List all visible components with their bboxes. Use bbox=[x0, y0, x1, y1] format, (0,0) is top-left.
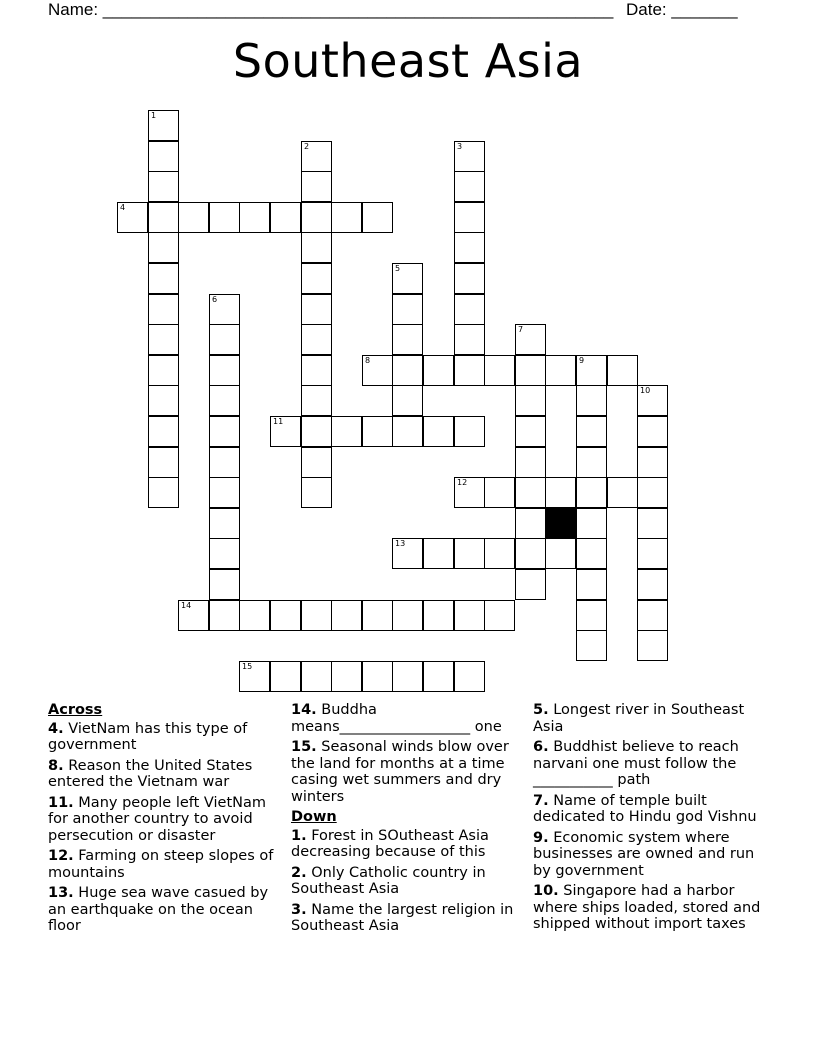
grid-cell[interactable] bbox=[331, 202, 362, 233]
grid-cell[interactable] bbox=[239, 202, 270, 233]
grid-cell[interactable] bbox=[454, 416, 485, 447]
grid-cell[interactable] bbox=[576, 477, 607, 508]
grid-cell[interactable] bbox=[209, 477, 240, 508]
grid-cell[interactable] bbox=[239, 661, 270, 692]
grid-cell[interactable] bbox=[392, 294, 423, 325]
clue-number: 7. bbox=[533, 792, 549, 809]
clue-down-7 bbox=[533, 793, 769, 826]
grid-cell[interactable] bbox=[392, 385, 423, 416]
grid-cell[interactable] bbox=[576, 508, 607, 539]
grid-cell[interactable] bbox=[392, 538, 423, 569]
grid-cell[interactable] bbox=[576, 416, 607, 447]
grid-cell[interactable] bbox=[148, 141, 179, 172]
cell-number: 2 bbox=[304, 142, 310, 151]
grid-cell[interactable] bbox=[392, 263, 423, 294]
grid-cell[interactable] bbox=[362, 600, 393, 631]
clue-number: 4. bbox=[48, 720, 64, 737]
grid-cell[interactable] bbox=[270, 600, 301, 631]
grid-cell[interactable] bbox=[515, 477, 546, 508]
grid-cell[interactable] bbox=[607, 355, 638, 386]
clue-text: Name the largest religion in Southeast Asia bbox=[291, 901, 514, 934]
clue-across-14 bbox=[291, 702, 523, 735]
grid-cell[interactable] bbox=[576, 538, 607, 569]
grid-cell[interactable] bbox=[484, 477, 515, 508]
clue-text: Name of temple built dedicated to Hindu god Vishnu bbox=[533, 792, 757, 825]
grid-cell[interactable] bbox=[637, 569, 668, 600]
grid-cell[interactable] bbox=[301, 263, 332, 294]
clue-down-10 bbox=[533, 883, 769, 933]
grid-cell[interactable] bbox=[148, 355, 179, 386]
clue-text: Buddha means__________________ one bbox=[291, 702, 502, 735]
grid-cell[interactable] bbox=[178, 202, 209, 233]
clue-number: 13. bbox=[48, 885, 74, 901]
grid-cell[interactable] bbox=[454, 141, 485, 172]
cell-number: 6 bbox=[212, 295, 218, 304]
grid-cell[interactable] bbox=[637, 447, 668, 478]
grid-cell[interactable] bbox=[209, 324, 240, 355]
grid-cell[interactable] bbox=[392, 661, 423, 692]
grid-cell[interactable] bbox=[148, 171, 179, 202]
cell-number: 4 bbox=[120, 203, 126, 212]
clue-across-11 bbox=[48, 795, 280, 845]
clue-across-15 bbox=[291, 739, 523, 805]
clue-down-2 bbox=[291, 865, 523, 898]
clue-across-12 bbox=[48, 848, 280, 881]
clue-number: 5. bbox=[533, 702, 549, 718]
grid-cell[interactable] bbox=[270, 661, 301, 692]
clue-number: 14. bbox=[291, 702, 317, 718]
grid-cell[interactable] bbox=[515, 569, 546, 600]
clue-down-9 bbox=[533, 830, 769, 880]
clue-text: Only Catholic country in Southeast Asia bbox=[291, 864, 486, 897]
clue-number: 9. bbox=[533, 829, 549, 846]
grid-cell[interactable] bbox=[576, 600, 607, 631]
clue-text: Farming on steep slopes of mountains bbox=[48, 848, 274, 881]
cell-number: 7 bbox=[518, 325, 524, 334]
grid-cell[interactable] bbox=[454, 661, 485, 692]
grid-cell[interactable] bbox=[270, 202, 301, 233]
grid-cell[interactable] bbox=[148, 324, 179, 355]
grid-cell[interactable] bbox=[637, 385, 668, 416]
grid-cell[interactable] bbox=[454, 171, 485, 202]
clue-number: 1. bbox=[291, 827, 307, 844]
grid-cell[interactable] bbox=[362, 355, 393, 386]
cell-number: 1 bbox=[151, 111, 157, 120]
grid-cell[interactable] bbox=[454, 263, 485, 294]
grid-cell[interactable] bbox=[362, 661, 393, 692]
cell-number: 3 bbox=[457, 142, 463, 151]
clue-number: 3. bbox=[291, 901, 307, 918]
grid-cell[interactable] bbox=[423, 600, 454, 631]
cell-number: 14 bbox=[181, 601, 192, 610]
clue-text: Seasonal winds blow over the land for months at a time casing wet summers and dry winters bbox=[291, 739, 509, 805]
grid-cell[interactable] bbox=[545, 355, 576, 386]
black-cell bbox=[545, 508, 576, 539]
grid-cell[interactable] bbox=[515, 508, 546, 539]
grid-cell[interactable] bbox=[301, 141, 332, 172]
date-field[interactable]: Date: _______ bbox=[626, 0, 738, 19]
grid-cell[interactable] bbox=[454, 232, 485, 263]
grid-cell[interactable] bbox=[423, 416, 454, 447]
grid-cell[interactable] bbox=[637, 538, 668, 569]
clue-across-4 bbox=[48, 721, 280, 754]
grid-cell[interactable] bbox=[301, 447, 332, 478]
across-heading: Across bbox=[48, 702, 103, 718]
grid-cell[interactable] bbox=[148, 263, 179, 294]
clue-number: 8. bbox=[48, 757, 64, 774]
grid-cell[interactable] bbox=[209, 202, 240, 233]
grid-cell[interactable] bbox=[331, 600, 362, 631]
grid-cell[interactable] bbox=[331, 416, 362, 447]
grid-cell[interactable] bbox=[301, 661, 332, 692]
grid-cell[interactable] bbox=[301, 477, 332, 508]
grid-cell[interactable] bbox=[484, 600, 515, 631]
grid-cell[interactable] bbox=[270, 416, 301, 447]
grid-cell[interactable] bbox=[515, 447, 546, 478]
grid-cell[interactable] bbox=[454, 538, 485, 569]
clue-text: Longest river in Southeast Asia bbox=[533, 702, 745, 735]
grid-cell[interactable] bbox=[484, 538, 515, 569]
grid-cell[interactable] bbox=[209, 569, 240, 600]
grid-cell[interactable] bbox=[239, 600, 270, 631]
grid-cell[interactable] bbox=[576, 355, 607, 386]
grid-cell[interactable] bbox=[576, 569, 607, 600]
cell-number: 5 bbox=[395, 264, 401, 273]
grid-cell[interactable] bbox=[637, 508, 668, 539]
grid-cell[interactable] bbox=[148, 416, 179, 447]
clue-across-8 bbox=[48, 758, 280, 791]
clue-text: VietNam has this type of government bbox=[48, 720, 248, 753]
grid-cell[interactable] bbox=[209, 355, 240, 386]
grid-cell[interactable] bbox=[607, 477, 638, 508]
grid-cell[interactable] bbox=[209, 385, 240, 416]
grid-cell[interactable] bbox=[515, 324, 546, 355]
grid-cell[interactable] bbox=[423, 538, 454, 569]
grid-cell[interactable] bbox=[392, 355, 423, 386]
clue-number: 11. bbox=[48, 794, 74, 811]
cell-number: 13 bbox=[395, 539, 406, 548]
clue-down-6 bbox=[533, 739, 769, 789]
clue-text: Singapore had a harbor where ships loaded, stored and shipped without import taxes bbox=[533, 883, 761, 932]
grid-cell[interactable] bbox=[301, 202, 332, 233]
grid-cell[interactable] bbox=[301, 355, 332, 386]
grid-cell[interactable] bbox=[301, 385, 332, 416]
clue-down-1 bbox=[291, 828, 523, 861]
down-heading: Down bbox=[291, 809, 337, 825]
grid-cell[interactable] bbox=[576, 385, 607, 416]
grid-cell[interactable] bbox=[148, 202, 179, 233]
grid-cell[interactable] bbox=[515, 355, 546, 386]
grid-cell[interactable] bbox=[454, 202, 485, 233]
grid-cell[interactable] bbox=[301, 324, 332, 355]
clue-text: Reason the United States entered the Vietnam war bbox=[48, 757, 253, 790]
grid-cell[interactable] bbox=[148, 232, 179, 263]
clue-text: Buddhist believe to reach narvani one must follow the ___________ path bbox=[533, 739, 739, 788]
grid-cell[interactable] bbox=[148, 447, 179, 478]
grid-cell[interactable] bbox=[362, 202, 393, 233]
clue-number: 15. bbox=[291, 739, 317, 755]
cell-number: 9 bbox=[579, 356, 585, 365]
grid-cell[interactable] bbox=[576, 447, 607, 478]
grid-cell[interactable] bbox=[392, 416, 423, 447]
clue-text: Forest in SOutheast Asia decreasing because of this bbox=[291, 827, 489, 860]
name-field[interactable]: Name: ______________________________________________________ bbox=[48, 0, 614, 19]
grid-cell[interactable] bbox=[637, 630, 668, 661]
grid-cell[interactable] bbox=[301, 171, 332, 202]
clue-text: Economic system where businesses are owned and run by government bbox=[533, 829, 755, 879]
grid-cell[interactable] bbox=[392, 600, 423, 631]
clues-column-3 bbox=[533, 702, 769, 937]
grid-cell[interactable] bbox=[209, 416, 240, 447]
clue-down-3 bbox=[291, 902, 523, 935]
clue-down-5 bbox=[533, 702, 769, 735]
grid-cell[interactable] bbox=[454, 355, 485, 386]
grid-cell[interactable] bbox=[148, 110, 179, 141]
grid-cell[interactable] bbox=[637, 416, 668, 447]
grid-cell[interactable] bbox=[301, 416, 332, 447]
grid-cell[interactable] bbox=[423, 661, 454, 692]
grid-cell[interactable] bbox=[454, 477, 485, 508]
grid-cell[interactable] bbox=[454, 294, 485, 325]
grid-cell[interactable] bbox=[484, 355, 515, 386]
grid-cell[interactable] bbox=[209, 508, 240, 539]
grid-cell[interactable] bbox=[209, 600, 240, 631]
grid-cell[interactable] bbox=[637, 477, 668, 508]
grid-cell[interactable] bbox=[423, 355, 454, 386]
cell-number: 11 bbox=[273, 417, 284, 426]
clue-number: 6. bbox=[533, 739, 549, 755]
grid-cell[interactable] bbox=[637, 600, 668, 631]
clue-across-13 bbox=[48, 885, 280, 935]
cell-number: 8 bbox=[365, 356, 371, 365]
grid-cell[interactable] bbox=[392, 324, 423, 355]
grid-cell[interactable] bbox=[362, 416, 393, 447]
grid-cell[interactable] bbox=[454, 324, 485, 355]
grid-cell[interactable] bbox=[209, 294, 240, 325]
grid-cell[interactable] bbox=[454, 600, 485, 631]
clue-number: 2. bbox=[291, 864, 307, 881]
grid-cell[interactable] bbox=[515, 416, 546, 447]
clue-number: 12. bbox=[48, 848, 74, 864]
grid-cell[interactable] bbox=[178, 600, 209, 631]
grid-cell[interactable] bbox=[515, 385, 546, 416]
clue-text: Huge sea wave casued by an earthquake on the ocean floor bbox=[48, 885, 269, 934]
clues-column-2 bbox=[291, 702, 523, 939]
grid-cell[interactable] bbox=[576, 630, 607, 661]
grid-cell[interactable] bbox=[331, 661, 362, 692]
grid-cell[interactable] bbox=[148, 477, 179, 508]
grid-cell[interactable] bbox=[545, 477, 576, 508]
grid-cell[interactable] bbox=[301, 294, 332, 325]
cell-number: 15 bbox=[242, 662, 253, 671]
grid-cell[interactable] bbox=[515, 538, 546, 569]
clue-number: 10. bbox=[533, 883, 559, 899]
grid-cell[interactable] bbox=[117, 202, 148, 233]
grid-cell[interactable] bbox=[209, 447, 240, 478]
grid-cell[interactable] bbox=[209, 538, 240, 569]
cell-number: 12 bbox=[457, 478, 468, 487]
grid-cell[interactable] bbox=[148, 294, 179, 325]
clue-text: Many people left VietNam for another country to avoid persecution or disaster bbox=[48, 794, 267, 844]
grid-cell[interactable] bbox=[545, 538, 576, 569]
grid-cell[interactable] bbox=[301, 232, 332, 263]
clues-column-1 bbox=[48, 702, 280, 939]
page-title: Southeast Asia bbox=[232, 34, 584, 88]
cell-number: 10 bbox=[640, 386, 651, 395]
grid-cell[interactable] bbox=[301, 600, 332, 631]
grid-cell[interactable] bbox=[148, 385, 179, 416]
